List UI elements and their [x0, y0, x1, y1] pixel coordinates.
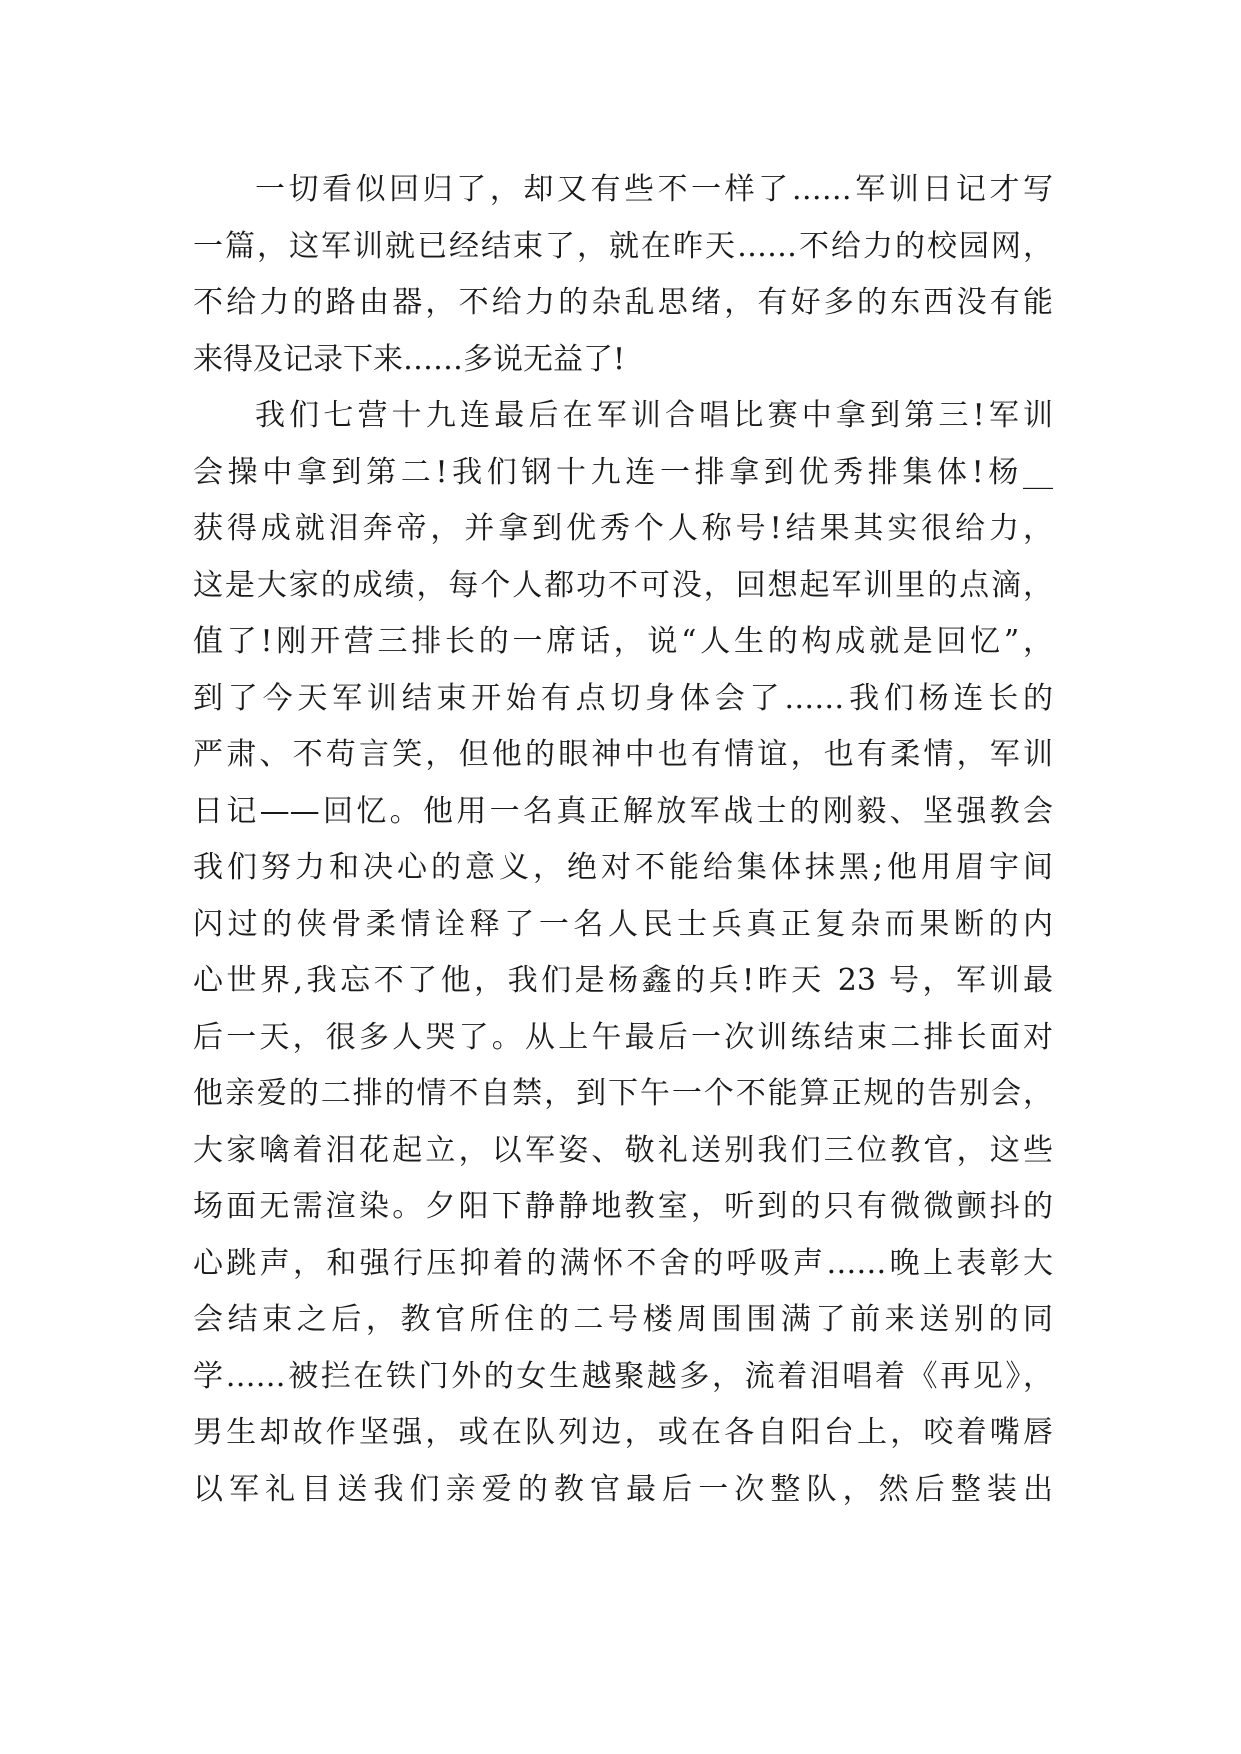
paragraph-line: 心世界,我忘不了他，我们是杨鑫的兵!昨天 23 号，军训最 — [193, 963, 1053, 998]
paragraph-line: 男生却故作坚强，或在队列边，或在各自阳台上，咬着嘴唇 — [193, 1415, 1053, 1450]
paragraph-line: 以军礼目送我们亲爱的教官最后一次整队，然后整装出 — [193, 1471, 1053, 1507]
paragraph-line: 严肃、不苟言笑，但他的眼神中也有情谊，也有柔情，军训 — [193, 737, 1053, 772]
paragraph-line: 学……被拦在铁门外的女生越聚越多，流着泪唱着《再见》， — [193, 1358, 1053, 1394]
body-text — [193, 162, 1053, 1518]
paragraph-line: 后一天，很多人哭了。从上午最后一次训练结束二排长面对 — [193, 1019, 1053, 1055]
paragraph-line: 会结束之后，教官所住的二号楼周围围满了前来送别的同 — [193, 1302, 1053, 1337]
paragraph-line: 我们七营十九连最后在军训合唱比赛中拿到第三!军训 — [255, 398, 1053, 433]
paragraph-line: 一篇，这军训就已经结束了，就在昨天……不给力的校园网， — [193, 228, 1053, 264]
paragraph-line: 不给力的路由器，不给力的杂乱思绪，有好多的东西没有能 — [193, 285, 1053, 320]
paragraph-line: 他亲爱的二排的情不自禁，到下午一个不能算正规的告别会， — [193, 1076, 1053, 1111]
paragraph-line: 来得及记录下来……多说无益了! — [193, 341, 626, 377]
paragraph-line: 场面无需渲染。夕阳下静静地教室，听到的只有微微颤抖的 — [193, 1189, 1053, 1224]
paragraph-line: 值了!刚开营三排长的一席话，说“人生的构成就是回忆”， — [193, 624, 1053, 659]
paragraph-line: 获得成就泪奔帝，并拿到优秀个人称号!结果其实很给力， — [193, 511, 1053, 546]
paragraph-line: 一切看似回归了，却又有些不一样了……军训日记才写 — [255, 172, 1053, 207]
paragraph-line: 心跳声，和强行压抑着的满怀不舍的呼吸声……晚上表彰大 — [193, 1245, 1053, 1281]
paragraph-line: 这是大家的成绩，每个人都功不可没，回想起军训里的点滴， — [193, 567, 1053, 603]
paragraph-line: 日记——回忆。他用一名真正解放军战士的刚毅、坚强教会 — [193, 793, 1053, 829]
paragraph-1 — [193, 162, 1053, 388]
paragraph-2 — [193, 388, 1053, 1518]
paragraph-line: 我们努力和决心的意义，绝对不能给集体抹黑;他用眉宇间 — [193, 850, 1053, 885]
paragraph-line: 大家噙着泪花起立，以军姿、敬礼送别我们三位教官，这些 — [193, 1132, 1053, 1168]
paragraph-line: 到了今天军训结束开始有点切身体会了……我们杨连长的 — [193, 680, 1053, 716]
paragraph-line: 会操中拿到第二!我们钢十九连一排拿到优秀排集体!杨__ — [193, 454, 1053, 490]
paragraph-line: 闪过的侠骨柔情诠释了一名人民士兵真正复杂而果断的内 — [193, 906, 1053, 942]
